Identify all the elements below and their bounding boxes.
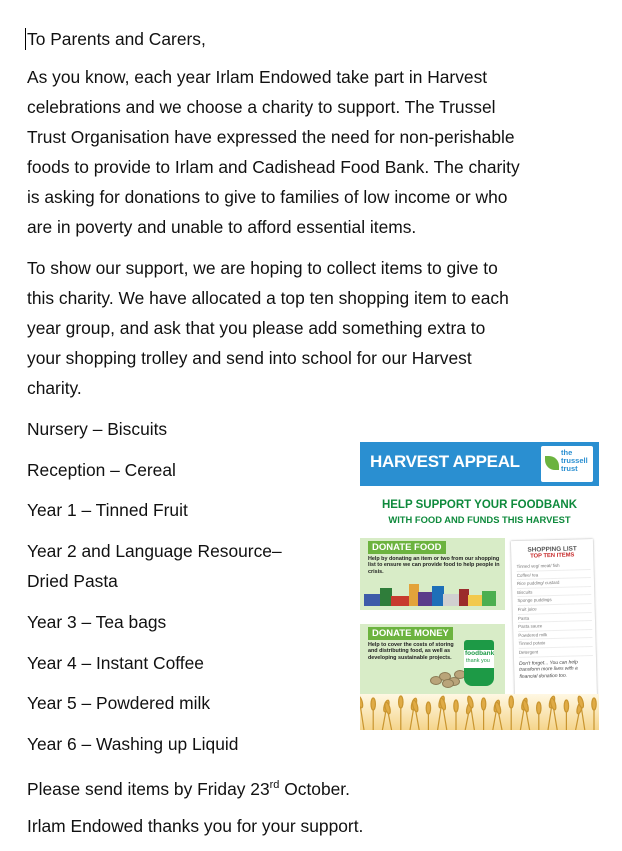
logo-text: the trussell trust	[561, 448, 588, 473]
shopping-list-item: Detergent	[519, 647, 593, 658]
item-nursery: Nursery – Biscuits	[27, 419, 168, 439]
donate-food-text: Help by donating an item or two from our shopping list to ensure we can provide food to help people in crisis.	[368, 556, 500, 575]
shopping-list-title: SHOPPING LIST	[527, 545, 577, 554]
trussell-trust-logo	[541, 446, 593, 482]
shopping-list-note: Don't forget... You can help transform more lives with a financial donation too.	[519, 660, 578, 680]
support-line: year group, and ask that you please add something extra to	[27, 318, 486, 338]
shopping-list-item: Tinned veg/ meat/ fish	[516, 561, 590, 572]
item-year-5: Year 5 – Powdered milk	[27, 693, 211, 713]
item-year-4: Year 4 – Instant Coffee	[27, 653, 204, 673]
poster-title: HARVEST APPEAL	[370, 452, 520, 471]
shopping-list-item: Rice pudding/ custard	[517, 578, 591, 589]
shopping-list-item: Pasta	[518, 613, 592, 624]
shopping-list	[511, 539, 597, 703]
item-year-6: Year 6 – Washing up Liquid	[27, 734, 239, 754]
deadline-text: Please send items by Friday 23	[27, 778, 270, 799]
support-line: your shopping trolley and send into school for our Harvest	[27, 348, 472, 368]
intro-line: Trust Organisation have expressed the need for non-perishable	[27, 127, 515, 147]
deadline-ordinal: rd	[269, 779, 280, 791]
support-line: this charity. We have allocated a top ten shopping item to each	[27, 288, 509, 308]
shopping-list-items	[516, 561, 592, 657]
item-year-1: Year 1 – Tinned Fruit	[27, 500, 188, 520]
cup-label: foodbank	[465, 650, 495, 657]
collection-cup-image	[464, 640, 494, 686]
deadline	[27, 770, 350, 804]
paragraph-intro	[27, 62, 597, 242]
intro-line: foods to provide to Irlam and Cadishead Food Bank. The charity	[27, 157, 520, 177]
wheat-image	[360, 694, 599, 730]
donate-food-panel	[360, 538, 505, 610]
closing: Irlam Endowed thanks you for your support.	[27, 816, 364, 836]
donate-money-title: DONATE MONEY	[368, 627, 453, 640]
paragraph-support	[27, 253, 597, 403]
shopping-list-item: Sponge puddings	[517, 595, 591, 606]
groceries-image	[364, 580, 500, 606]
cup-label-2: thank you	[466, 658, 490, 664]
item-year-2: Year 2 and Language Resource–	[27, 541, 282, 561]
intro-line: are in poverty and unable to afford essential items.	[27, 217, 417, 237]
support-line: charity.	[27, 378, 82, 398]
shopping-list-item: Powdered milk	[518, 630, 592, 641]
poster-subheading: HELP SUPPORT YOUR FOODBANK	[381, 499, 578, 511]
item-reception: Reception – Cereal	[27, 460, 176, 480]
shopping-list-item: Pasta sauce	[518, 621, 592, 632]
leaf-icon	[545, 456, 559, 470]
item-year-2-cont: Dried Pasta	[27, 571, 118, 591]
shopping-list-item: Biscuits	[517, 587, 591, 598]
donate-food-title: DONATE FOOD	[368, 541, 446, 554]
coins-image	[430, 668, 466, 686]
shopping-list-subtitle: TOP TEN ITEMS	[530, 552, 575, 560]
shopping-list-item: Coffee/ tea	[517, 570, 591, 581]
harvest-appeal-poster	[360, 442, 599, 730]
shopping-list-item: Fruit juice	[518, 604, 592, 615]
donate-money-text: Help to cover the costs of storing and distributing food, as well as developing sustainable projects.	[368, 642, 454, 661]
intro-line: As you know, each year Irlam Endowed take part in Harvest	[27, 67, 488, 87]
wheat-icon	[360, 694, 599, 730]
item-year-3: Year 3 – Tea bags	[27, 612, 167, 632]
poster-banner	[360, 442, 599, 486]
text-cursor	[25, 28, 26, 50]
shopping-list-item: Tinned potato	[518, 638, 592, 649]
deadline-month: October.	[279, 778, 350, 799]
intro-line: celebrations and we choose a charity to support. The Trussel	[27, 97, 496, 117]
greeting: To Parents and Carers,	[27, 29, 206, 49]
donate-money-panel	[360, 624, 505, 694]
support-line: To show our support, we are hoping to collect items to give to	[27, 258, 498, 278]
intro-line: is asking for donations to give to families of low income or who	[27, 187, 508, 207]
poster-subheading-2: WITH FOOD AND FUNDS THIS HARVEST	[388, 514, 571, 525]
